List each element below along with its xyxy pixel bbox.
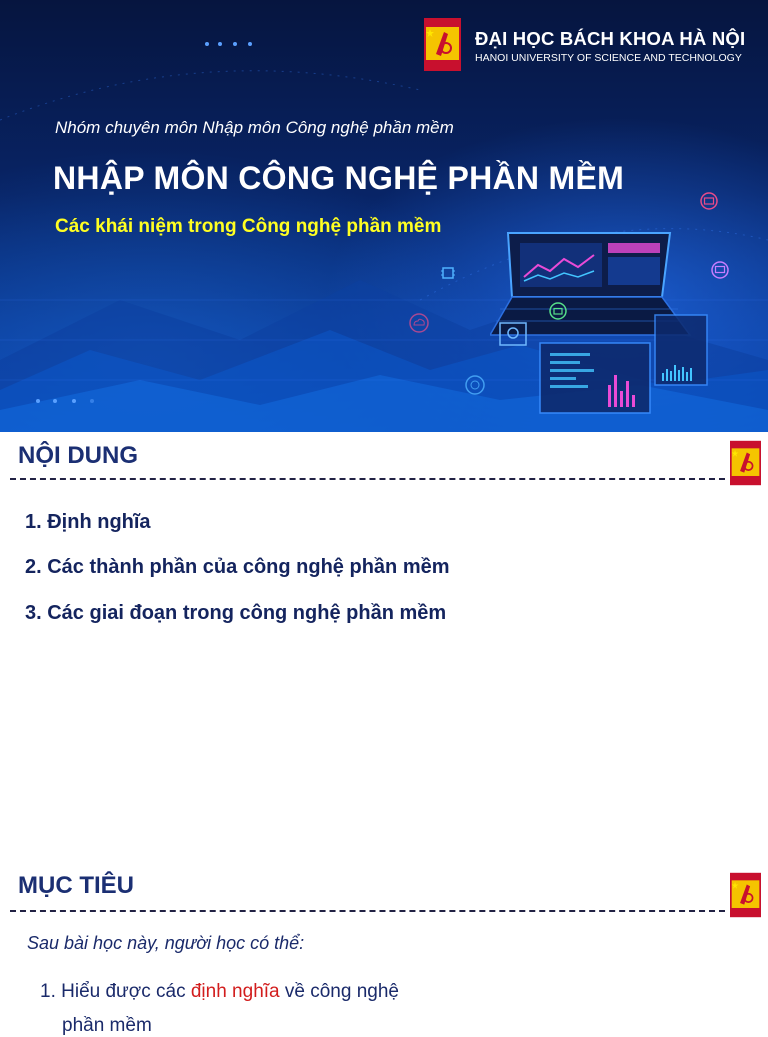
objectives-intro: Sau bài học này, người học có thể: — [27, 933, 305, 953]
course-group-line: Nhóm chuyên môn Nhập môn Công nghệ phần mềm — [55, 118, 454, 137]
university-logo — [424, 18, 461, 71]
monitor-icon — [710, 260, 730, 280]
laptop-illustration — [490, 225, 720, 420]
objective-text: về công nghệ — [279, 981, 399, 1002]
objectives-heading: MỤC TIÊU — [18, 872, 134, 899]
university-logo-small — [730, 872, 761, 918]
chat-icon — [464, 374, 486, 396]
agenda-item: 2. Các thành phần của công nghệ phần mềm — [25, 556, 450, 578]
agenda-item: 1. Định nghĩa — [25, 511, 151, 533]
agenda-item: 3. Các giai đoạn trong công nghệ phần mềm — [25, 602, 447, 624]
university-name-english: HANOI UNIVERSITY OF SCIENCE AND TECHNOLOGY — [475, 52, 742, 64]
objective-text: 1. Hiểu được các — [40, 981, 191, 1002]
agenda-heading: NỘI DUNG — [18, 442, 138, 469]
agenda-slide — [0, 432, 768, 852]
objectives-slide — [0, 862, 768, 1036]
university-logo-small — [730, 440, 761, 486]
camera-icon — [548, 301, 568, 321]
chip-icon — [438, 263, 458, 283]
title-banner — [0, 0, 768, 432]
objective-highlight: định nghĩa — [190, 981, 280, 1002]
mail-icon — [699, 191, 719, 211]
course-subtitle: Các khái niệm trong Công nghệ phần mềm — [55, 216, 442, 237]
heading-divider — [10, 910, 725, 912]
university-name: ĐẠI HỌC BÁCH KHOA HÀ NỘI — [475, 28, 746, 49]
cloud-icon — [408, 312, 430, 334]
objective-continuation: phần mềm — [62, 1015, 152, 1036]
course-title: NHẬP MÔN CÔNG NGHỆ PHẦN MỀM — [53, 160, 625, 196]
heading-divider — [10, 478, 725, 480]
objective-item — [40, 981, 399, 1003]
